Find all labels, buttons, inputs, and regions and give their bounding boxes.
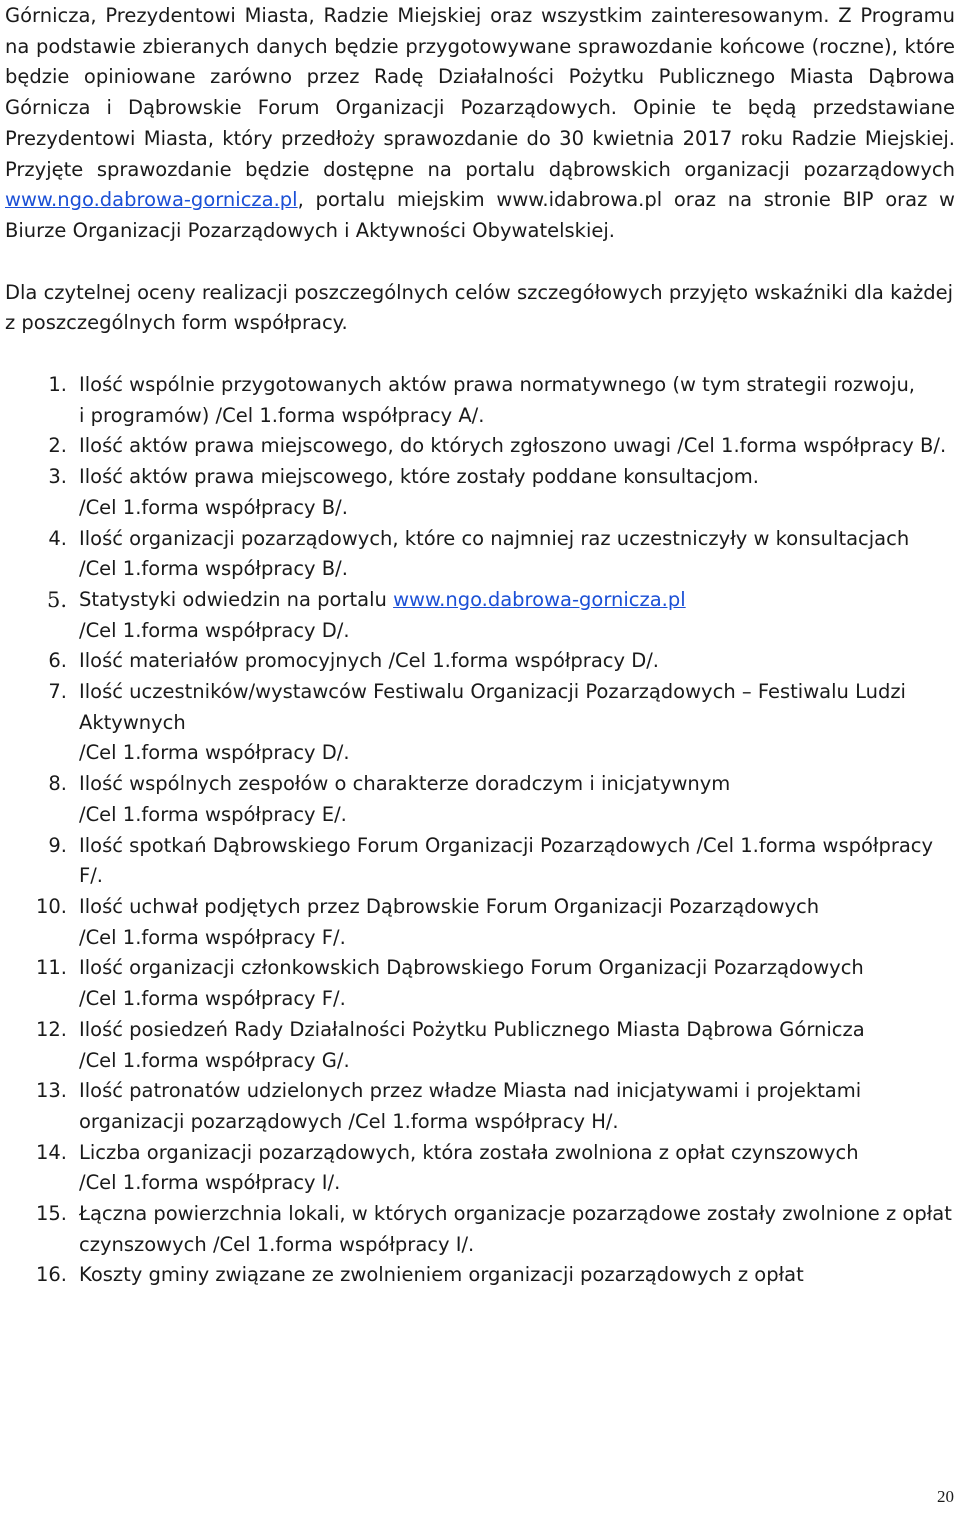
item-text: /Cel 1.forma współpracy F/. bbox=[79, 925, 346, 949]
list-item bbox=[5, 1199, 955, 1260]
list-item bbox=[5, 585, 955, 646]
list-item bbox=[5, 1076, 955, 1137]
list-item bbox=[5, 646, 955, 677]
item-text: /Cel 1.forma współpracy B/. bbox=[79, 495, 348, 519]
item-number: 15. bbox=[35, 1202, 67, 1226]
list-item bbox=[5, 953, 955, 1014]
item-text: Ilość wspólnie przygotowanych aktów prawa normatywnego (w tym strategii rozwoju, bbox=[79, 373, 915, 397]
list-item bbox=[5, 1015, 955, 1076]
item-number: 7. bbox=[48, 680, 67, 704]
item-text: Ilość aktów prawa miejscowego, do których zgłoszono uwagi /Cel 1.forma współpracy B/. bbox=[79, 434, 947, 458]
item-number: 11. bbox=[35, 956, 67, 980]
item-text: /Cel 1.forma współpracy F/. bbox=[79, 987, 346, 1011]
item-text: Liczba organizacji pozarządowych, która została zwolniona z opłat czynszowych bbox=[79, 1140, 859, 1164]
list-item bbox=[5, 1138, 955, 1199]
item-text: /Cel 1.forma współpracy D/. bbox=[79, 618, 350, 642]
item-text: Ilość patronatów udzielonych przez władze Miasta nad inicjatywami i projektami organizacji pozarządowych /Cel 1.forma współpracy H/. bbox=[79, 1079, 862, 1133]
item-text: Ilość posiedzeń Rady Działalności Pożytku Publicznego Miasta Dąbrowa Górnicza bbox=[79, 1017, 865, 1041]
item-text: Ilość uchwał podjętych przez Dąbrowskie Forum Organizacji Pozarządowych bbox=[79, 894, 820, 918]
item-text: Ilość spotkań Dąbrowskiego Forum Organizacji Pozarządowych /Cel 1.forma współpracy F/. bbox=[79, 833, 934, 888]
item-number: 16. bbox=[35, 1263, 67, 1287]
item-text: /Cel 1.forma współpracy D/. bbox=[79, 741, 350, 765]
page-number: 20 bbox=[937, 1487, 954, 1506]
list-item bbox=[5, 769, 955, 830]
item-text: /Cel 1.forma współpracy B/. bbox=[79, 557, 348, 581]
item-number: 3. bbox=[48, 465, 67, 489]
document-page bbox=[5, 0, 955, 1291]
list-item bbox=[5, 892, 955, 953]
item-number: 14. bbox=[35, 1140, 67, 1164]
item-text: Ilość wspólnych zespołów o charakterze doradczym i inicjatywnym bbox=[79, 772, 731, 796]
item-text: /Cel 1.forma współpracy I/. bbox=[79, 1171, 341, 1195]
item-text: Ilość aktów prawa miejscowego, które zostały poddane konsultacjom. bbox=[79, 465, 759, 489]
item-text: Ilość materiałów promocyjnych /Cel 1.forma współpracy D/. bbox=[79, 649, 660, 673]
ngo-portal-link[interactable]: www.ngo.dabrowa-gornicza.pl bbox=[5, 188, 298, 212]
report-paragraph bbox=[5, 1, 955, 247]
list-item bbox=[5, 370, 955, 431]
item-text: Ilość organizacji członkowskich Dąbrowskiego Forum Organizacji Pozarządowych bbox=[79, 956, 864, 980]
list-item bbox=[5, 524, 955, 585]
item-number: 5. bbox=[46, 587, 67, 612]
item-text: /Cel 1.forma współpracy G/. bbox=[79, 1048, 350, 1072]
item-number: 13. bbox=[35, 1079, 67, 1103]
item-number: 2. bbox=[48, 434, 67, 458]
intro-line: Dla czytelnej oceny realizacji poszczególnych celów szczegółowych przyjęto wskaźniki dla każdej bbox=[5, 280, 953, 304]
item-text: Statystyki odwiedzin na portalu bbox=[79, 587, 394, 611]
item-number: 6. bbox=[48, 649, 67, 673]
item-number: 1. bbox=[48, 373, 67, 397]
list-item bbox=[5, 677, 955, 769]
item-text: Koszty gminy związane ze zwolnieniem organizacji pozarządowych z opłat bbox=[79, 1263, 804, 1287]
item-number: 9. bbox=[48, 833, 67, 857]
item-number: 8. bbox=[48, 772, 67, 796]
ngo-portal-link[interactable]: www.ngo.dabrowa-gornicza.pl bbox=[393, 587, 686, 611]
item-number: 4. bbox=[48, 526, 67, 550]
item-text: Ilość organizacji pozarządowych, które co najmniej raz uczestniczyły w konsultacjach bbox=[79, 526, 910, 550]
item-number: 12. bbox=[35, 1017, 67, 1041]
paragraph-text-continued: , portalu miejskim www.idabrowa.pl oraz na stronie BIP oraz w Biurze Organizacji Pozarządowych i Aktywności Obywatelskiej. bbox=[5, 188, 955, 242]
list-item bbox=[5, 831, 955, 892]
item-text: Ilość uczestników/wystawców Festiwalu Organizacji Pozarządowych – Festiwalu Ludzi Aktywnych bbox=[79, 680, 906, 734]
item-number: 10. bbox=[35, 894, 67, 918]
indicators-list bbox=[5, 370, 955, 1291]
list-item bbox=[5, 431, 955, 462]
item-text: /Cel 1.forma współpracy E/. bbox=[79, 802, 347, 826]
item-text: i programów) /Cel 1.forma współpracy A/. bbox=[79, 403, 485, 427]
list-item bbox=[5, 1260, 955, 1291]
indicators-intro bbox=[5, 278, 955, 339]
intro-line: z poszczególnych form współpracy. bbox=[5, 311, 348, 335]
list-item bbox=[5, 462, 955, 523]
paragraph-text: Górnicza, Prezydentowi Miasta, Radzie Miejskiej oraz wszystkim zainteresowanym. Z Programu na podstawie zbieranych danych będzie przygotowywane sprawozdanie końcowe (roczne), które będzie opiniowane zarówno przez Radę Działalności Pożytku Publicznego Miasta Dąbrowa Górnicza i Dąbrowskie Forum Organizacji Pozarządowych. Opinie te będą przedstawiane Prezydentowi Miasta, który przedłoży sprawozdanie do 30 kwietnia 2017 roku Radzie Miejskiej. Przyjęte sprawozdanie będzie dostępne na portalu dąbrowskich organizacji pozarządowych bbox=[5, 4, 955, 181]
item-text: Łączna powierzchnia lokali, w których organizacje pozarządowe zostały zwolnione z opłat czynszowych /Cel 1.forma współpracy I/. bbox=[79, 1202, 952, 1256]
